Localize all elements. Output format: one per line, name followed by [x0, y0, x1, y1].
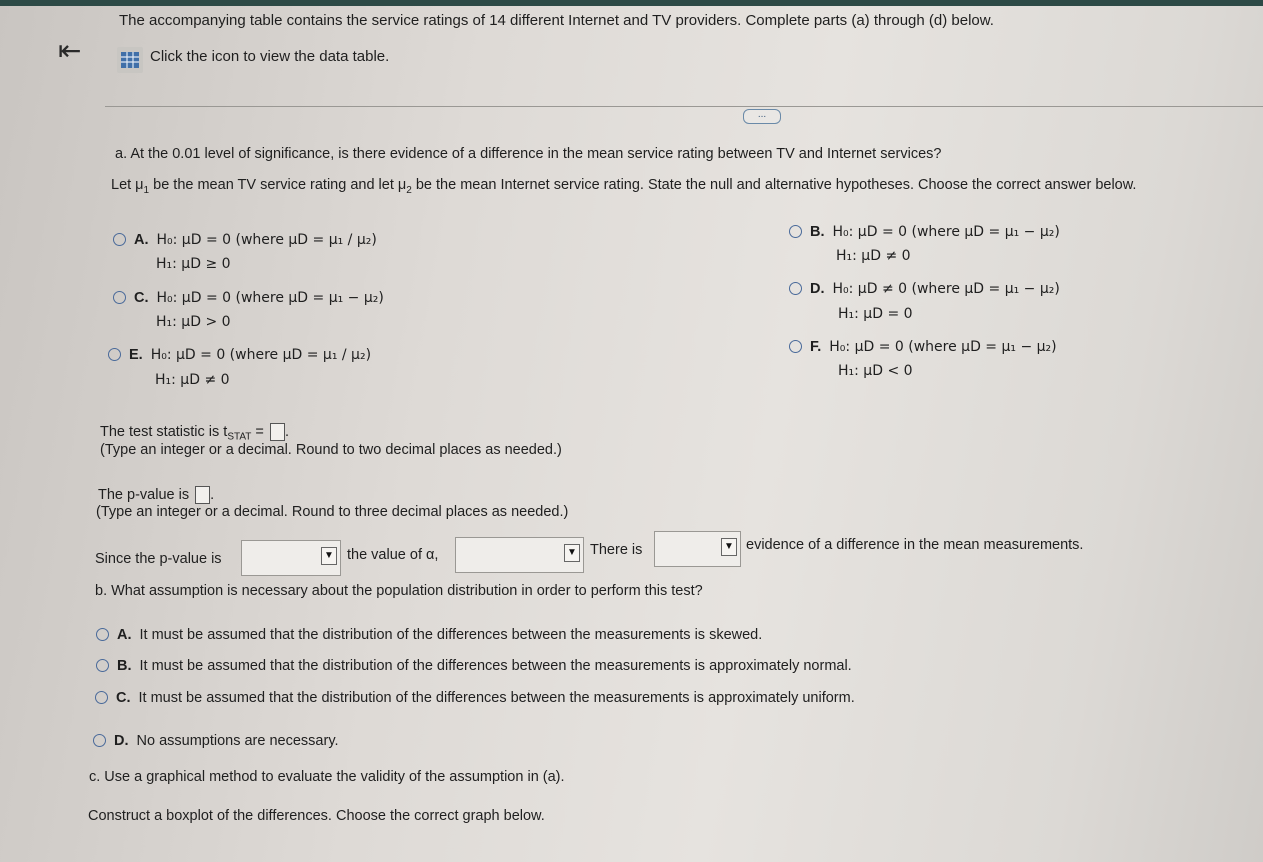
- radio-button[interactable]: [95, 691, 108, 704]
- assumption-option-b[interactable]: B. It must be assumed that the distribution of the differences between the measurements is approximately normal.: [96, 658, 852, 674]
- data-table-icon[interactable]: [117, 47, 143, 73]
- table-link-text[interactable]: Click the icon to view the data table.: [150, 48, 390, 65]
- assumption-option-c[interactable]: C. It must be assumed that the distribution of the differences between the measurements is approximately uniform.: [95, 690, 855, 706]
- evidence-dropdown[interactable]: [654, 531, 741, 567]
- part-c-question: c. Use a graphical method to evaluate the validity of the assumption in (a).: [89, 769, 565, 785]
- more-button[interactable]: ...: [743, 109, 781, 124]
- alpha-comparison-dropdown[interactable]: [455, 537, 584, 573]
- pvalue-input[interactable]: [195, 486, 210, 504]
- option-f-h1: H₁: μD < 0: [838, 363, 913, 379]
- top-bar: [0, 0, 1263, 6]
- evidence-text: evidence of a difference in the mean measurements.: [746, 537, 1084, 553]
- part-a-let-text: Let $\mu_1$ be the mean TV service rating and let $\mu_2$ be the mean Internet service rating. State the null and alternative hypotheses. Choose the correct answer below.: [111, 177, 1137, 196]
- dropdown-arrow-icon: ▼: [321, 547, 337, 565]
- tstat-hint: (Type an integer or a decimal. Round to two decimal places as needed.): [100, 442, 562, 458]
- option-a-h1: H₁: μD ≥ 0: [156, 256, 231, 272]
- pvalue-hint: (Type an integer or a decimal. Round to three decimal places as needed.): [96, 504, 569, 520]
- part-b-question: b. What assumption is necessary about the population distribution in order to perform this test?: [95, 583, 703, 599]
- part-c-instruction: Construct a boxplot of the differences. Choose the correct graph below.: [88, 808, 545, 824]
- radio-button[interactable]: [93, 734, 106, 747]
- tstat-input[interactable]: [270, 423, 285, 441]
- dropdown-arrow-icon: ▼: [721, 538, 737, 556]
- option-c-h1: H₁: μD > 0: [156, 314, 231, 330]
- option-d-h1: H₁: μD = 0: [838, 306, 913, 322]
- radio-button[interactable]: [96, 659, 109, 672]
- radio-button[interactable]: [789, 282, 802, 295]
- comparison-dropdown[interactable]: [241, 540, 341, 576]
- dropdown-arrow-icon: ▼: [564, 544, 580, 562]
- intro-text: The accompanying table contains the service ratings of 14 different Internet and TV providers. Complete parts (a) through (d) below.: [119, 12, 994, 29]
- radio-button[interactable]: [113, 291, 126, 304]
- assumption-option-d[interactable]: D. No assumptions are necessary.: [93, 733, 339, 749]
- radio-button[interactable]: [113, 233, 126, 246]
- section-divider: [105, 106, 1263, 107]
- tstat-label: The test statistic is $t_{STAT}$ = .: [100, 423, 289, 443]
- there-is-text: There is: [590, 542, 643, 558]
- hypothesis-option-b[interactable]: B. H₀: μD = 0 (where μD = μ₁ − μ₂): [789, 224, 1060, 240]
- value-of-alpha-text: the value of α,: [347, 547, 439, 563]
- hypothesis-option-e[interactable]: E. H₀: μD = 0 (where μD = μ₁ / μ₂): [108, 347, 371, 363]
- hypothesis-option-c[interactable]: C. H₀: μD = 0 (where μD = μ₁ − μ₂): [113, 290, 384, 306]
- option-b-h1: H₁: μD ≠ 0: [836, 248, 911, 264]
- hypothesis-option-d[interactable]: D. H₀: μD ≠ 0 (where μD = μ₁ − μ₂): [789, 281, 1060, 297]
- option-e-h1: H₁: μD ≠ 0: [155, 372, 230, 388]
- radio-button[interactable]: [108, 348, 121, 361]
- part-a-question: a. At the 0.01 level of significance, is there evidence of a difference in the mean service rating between TV and Internet services?: [115, 146, 942, 162]
- radio-button[interactable]: [789, 225, 802, 238]
- since-label: Since the p-value is: [95, 551, 222, 567]
- collapse-left-icon[interactable]: ⇤: [58, 34, 82, 67]
- pvalue-label: The p-value is .: [98, 486, 215, 503]
- radio-button[interactable]: [96, 628, 109, 641]
- assumption-option-a[interactable]: A. It must be assumed that the distribution of the differences between the measurements is skewed.: [96, 627, 762, 643]
- radio-button[interactable]: [789, 340, 802, 353]
- hypothesis-option-f[interactable]: F. H₀: μD = 0 (where μD = μ₁ − μ₂): [789, 339, 1057, 355]
- hypothesis-option-a[interactable]: A. H₀: μD = 0 (where μD = μ₁ / μ₂): [113, 232, 377, 248]
